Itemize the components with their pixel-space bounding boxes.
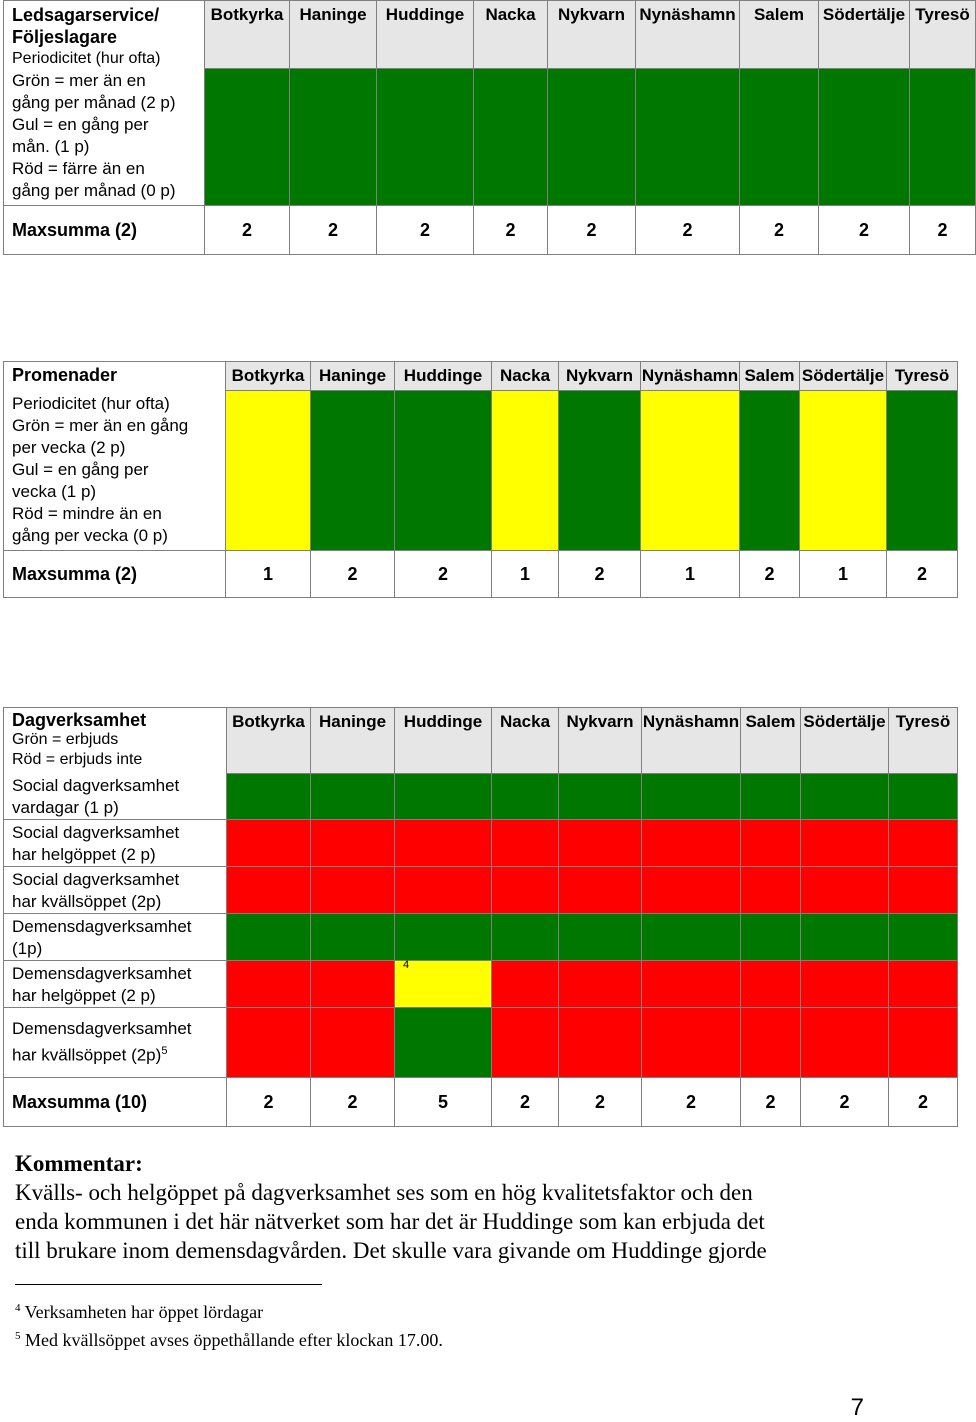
- footnote-4-marker: 4: [403, 959, 410, 971]
- rating-cell: [800, 390, 887, 551]
- sum-value: 1: [641, 551, 740, 598]
- rating-cell: [395, 820, 492, 867]
- comment-heading: Kommentar:: [15, 1151, 143, 1176]
- rating-cell: [227, 820, 311, 867]
- table3-row-label: Social dagverksamhet har helgöppet (2 p): [4, 820, 227, 867]
- rating-cell: [740, 390, 800, 551]
- rating-cell: [205, 68, 290, 205]
- comment-line: enda kommunen i det här nätverket som har det är Huddinge som kan erbjuda det: [15, 1209, 765, 1234]
- table3-sum-row: [4, 1078, 958, 1127]
- table3-legend-1: Röd = erbjuds inte: [12, 751, 143, 768]
- sum-value: 2: [801, 1078, 889, 1127]
- table2-desc-3: Gul = en gång per: [12, 460, 149, 479]
- rating-cell: [642, 773, 741, 820]
- footnote-4: $^4$ Verksamheten har öppet lördagar: [15, 1302, 264, 1322]
- rating-cell: [889, 914, 958, 961]
- rating-cell: [801, 914, 889, 961]
- comment-line: Kvälls- och helgöppet på dagverksamhet ses som en hög kvalitetsfaktor och den: [15, 1180, 753, 1205]
- table2-desc-2: per vecka (2 p): [12, 438, 126, 457]
- table3-row-label: Demensdagverksamhet (1p): [4, 914, 227, 961]
- table2-sum-label: Maxsumma (2): [4, 551, 226, 598]
- sum-value: 2: [559, 1078, 642, 1127]
- rating-cell: [801, 773, 889, 820]
- table3-title: Dagverksamhet: [12, 710, 147, 730]
- rating-cell: [548, 68, 636, 205]
- column-header: Nacka: [474, 1, 548, 69]
- sum-value: 2: [311, 551, 395, 598]
- column-header: Botkyrka: [205, 1, 290, 69]
- table3-row: [4, 961, 958, 1008]
- table3-title-cell: [4, 708, 227, 774]
- rating-cell: [559, 961, 642, 1008]
- rating-cell: [311, 820, 395, 867]
- table-promenader: [3, 361, 958, 598]
- rating-cell: [741, 1008, 801, 1078]
- rating-cell: [559, 773, 642, 820]
- rating-cell: [889, 867, 958, 914]
- sum-value: 1: [226, 551, 311, 598]
- rating-cell: [492, 867, 559, 914]
- column-header: Nykvarn: [548, 1, 636, 69]
- sum-value: 2: [311, 1078, 395, 1127]
- sum-value: 2: [819, 206, 910, 255]
- sum-value: 2: [492, 1078, 559, 1127]
- column-header: Tyresö: [910, 1, 976, 69]
- column-header: Södertälje: [819, 1, 910, 69]
- sum-value: 2: [377, 206, 474, 255]
- column-header: Nacka: [492, 708, 559, 774]
- rating-cell: [641, 390, 740, 551]
- rating-cell: [227, 773, 311, 820]
- rating-cell: [642, 820, 741, 867]
- column-header: Nykvarn: [559, 362, 641, 391]
- rating-cell: [492, 773, 559, 820]
- table3-row: [4, 867, 958, 914]
- rating-cell: [889, 961, 958, 1008]
- column-header: Tyresö: [887, 362, 958, 391]
- rating-cell: [311, 914, 395, 961]
- table-ledsagarservice: [3, 0, 976, 255]
- sum-value: 2: [548, 206, 636, 255]
- rating-cell: [492, 390, 559, 551]
- column-header: Nynäshamn: [642, 708, 741, 774]
- column-header: Nykvarn: [559, 708, 642, 774]
- column-header: Nynäshamn: [636, 1, 740, 69]
- column-header: Tyresö: [889, 708, 958, 774]
- rating-cell: [642, 961, 741, 1008]
- footnote-separator: [15, 1284, 322, 1285]
- page-number: 7: [850, 1394, 864, 1421]
- table1-desc-2: gång per månad (2 p): [12, 93, 176, 112]
- rating-cell: [395, 914, 492, 961]
- sum-value: 2: [559, 551, 641, 598]
- table1-desc-1: Grön = mer än en: [12, 71, 146, 90]
- sum-value: 2: [741, 1078, 801, 1127]
- table1-desc-3: Gul = en gång per: [12, 115, 149, 134]
- rating-cell: [395, 390, 492, 551]
- table1-desc-4: mån. (1 p): [12, 137, 90, 156]
- rating-cell: [227, 914, 311, 961]
- table3-row-label: Demensdagverksamhet har kvällsöppet $(2p)^5$: [4, 1008, 227, 1078]
- column-header: Haninge: [290, 1, 377, 69]
- sum-value: 2: [889, 1078, 958, 1127]
- column-header: Nynäshamn: [641, 362, 740, 391]
- sum-value: 2: [636, 206, 740, 255]
- table1-sum-label: Maxsumma (2): [4, 206, 205, 255]
- table1-desc-0: Periodicitet (hur ofta): [12, 50, 161, 67]
- sum-value: 2: [227, 1078, 311, 1127]
- table2-desc-1: Grön = mer än en gång: [12, 416, 189, 435]
- column-header: Botkyrka: [226, 362, 311, 391]
- rating-cell: [311, 1008, 395, 1078]
- rating-cell: [741, 773, 801, 820]
- table3-row-label: Social dagverksamhet vardagar (1 p): [4, 773, 227, 820]
- rating-cell: [741, 961, 801, 1008]
- table3-row-label: Social dagverksamhet har kvällsöppet (2p): [4, 867, 227, 914]
- rating-cell: [910, 68, 976, 205]
- footnotes: [15, 1296, 443, 1352]
- rating-cell: [887, 390, 958, 551]
- table3-row: [4, 914, 958, 961]
- rating-cell: [636, 68, 740, 205]
- column-header: Huddinge: [395, 362, 492, 391]
- sum-value: 2: [395, 551, 492, 598]
- rating-cell: [741, 820, 801, 867]
- rating-cell: [559, 914, 642, 961]
- table1-desc-5: Röd = färre än en: [12, 159, 145, 178]
- sum-value: 1: [492, 551, 559, 598]
- table2-sum-row: [4, 551, 958, 598]
- sum-value: 2: [290, 206, 377, 255]
- column-header: Huddinge: [377, 1, 474, 69]
- rating-cell: [226, 390, 311, 551]
- table3-legend-0: Grön = erbjuds: [12, 731, 119, 748]
- column-header: Nacka: [492, 362, 559, 391]
- rating-cell: [395, 1008, 492, 1078]
- rating-cell: [801, 961, 889, 1008]
- table1-desc-6: gång per månad (0 p): [12, 181, 176, 200]
- rating-cell: [559, 867, 642, 914]
- footnote-5: $^5$ Med kvällsöppet avses öppethållande efter klockan 17.00.: [15, 1330, 443, 1350]
- sum-value: 2: [642, 1078, 741, 1127]
- rating-cell: [227, 867, 311, 914]
- rating-cell: [227, 1008, 311, 1078]
- table3-row: [4, 773, 958, 820]
- rating-cell: [395, 773, 492, 820]
- table1-sum-row: [4, 206, 976, 255]
- table3-row: [4, 1008, 958, 1078]
- rating-cell: [290, 68, 377, 205]
- sum-value: 1: [800, 551, 887, 598]
- rating-cell: [227, 961, 311, 1008]
- table2-desc-6: gång per vecka (0 p): [12, 526, 168, 545]
- rating-cell: [474, 68, 548, 205]
- rating-cell: [801, 1008, 889, 1078]
- rating-cell: [395, 867, 492, 914]
- sum-value: 2: [205, 206, 290, 255]
- sum-value: 2: [887, 551, 958, 598]
- rating-cell: [642, 867, 741, 914]
- rating-cell: [377, 68, 474, 205]
- table3-sum-label: Maxsumma (10): [4, 1078, 227, 1127]
- rating-cell: [492, 961, 559, 1008]
- column-header: Södertälje: [800, 362, 887, 391]
- rating-cell: [741, 867, 801, 914]
- table1-title: Ledsagarservice/ Följeslagare: [12, 5, 160, 47]
- table-dagverksamhet: [3, 707, 958, 1127]
- table2-desc-0: Periodicitet (hur ofta): [12, 394, 170, 413]
- rating-cell: [311, 867, 395, 914]
- rating-cell: [559, 390, 641, 551]
- table2-title: Promenader: [12, 365, 118, 385]
- column-header: Salem: [741, 708, 801, 774]
- column-header: Haninge: [311, 708, 395, 774]
- rating-cell: [889, 1008, 958, 1078]
- table2-desc-5: Röd = mindre än en: [12, 504, 162, 523]
- rating-cell: [492, 820, 559, 867]
- rating-cell: [559, 820, 642, 867]
- table3-row: [4, 820, 958, 867]
- table2-desc-cell: [4, 390, 226, 551]
- column-header: Haninge: [311, 362, 395, 391]
- rating-cell: [889, 820, 958, 867]
- sum-value: 2: [910, 206, 976, 255]
- rating-cell: [492, 914, 559, 961]
- rating-cell: [311, 390, 395, 551]
- rating-cell: [395, 961, 492, 1008]
- rating-cell: [559, 1008, 642, 1078]
- rating-cell: [801, 820, 889, 867]
- table2-desc-4: vecka (1 p): [12, 482, 97, 501]
- sum-value: 5: [395, 1078, 492, 1127]
- footnote-5-marker: 5: [161, 1045, 168, 1058]
- rating-cell: [492, 1008, 559, 1078]
- table1-label-cell: [4, 1, 205, 206]
- rating-cell: [642, 914, 741, 961]
- column-header: Huddinge: [395, 708, 492, 774]
- sum-value: 2: [740, 551, 800, 598]
- rating-cell: [889, 773, 958, 820]
- column-header: Salem: [740, 1, 819, 69]
- comment-section: [15, 1149, 915, 1265]
- rating-cell: [311, 773, 395, 820]
- sum-value: 2: [740, 206, 819, 255]
- rating-cell: [311, 961, 395, 1008]
- rating-cell: [741, 914, 801, 961]
- table2-rating-row: [4, 390, 958, 551]
- comment-line: till brukare inom demensdagvården. Det skulle vara givande om Huddinge gjorde: [15, 1238, 767, 1263]
- rating-cell: [642, 1008, 741, 1078]
- table2-title-cell: [4, 362, 226, 391]
- column-header: Botkyrka: [227, 708, 311, 774]
- rating-cell: [801, 867, 889, 914]
- table3-row-label: Demensdagverksamhet har helgöppet (2 p): [4, 961, 227, 1008]
- sum-value: 2: [474, 206, 548, 255]
- column-header: Salem: [740, 362, 800, 391]
- rating-cell: [819, 68, 910, 205]
- column-header: Södertälje: [801, 708, 889, 774]
- rating-cell: [740, 68, 819, 205]
